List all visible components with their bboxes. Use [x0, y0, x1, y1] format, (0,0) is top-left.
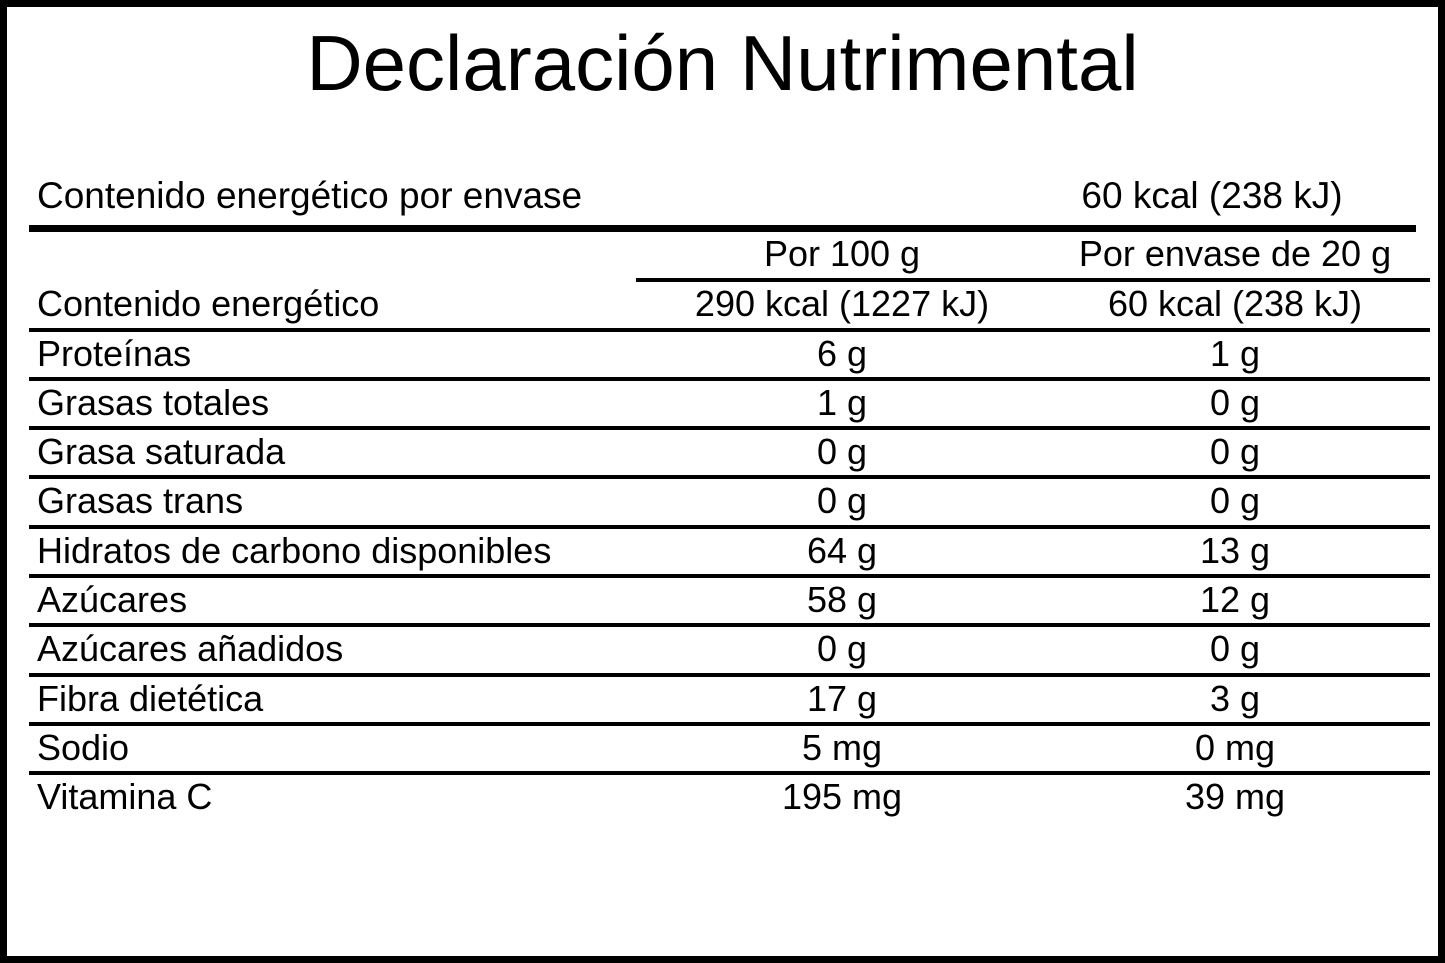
nutrient-value-per-100g: 6 g	[636, 330, 1036, 379]
nutrient-name: Azúcares añadidos	[29, 625, 636, 674]
table-row	[29, 527, 1430, 576]
header-blank-cell	[29, 232, 636, 280]
nutrient-value-per-package: 1 g	[1036, 330, 1430, 379]
nutrient-value-per-package: 0 g	[1036, 477, 1430, 526]
table-row	[29, 675, 1430, 724]
energy-per-package-label: Contenido energético por envase	[37, 174, 583, 216]
nutrient-name: Hidratos de carbono disponibles	[29, 527, 636, 576]
nutrient-name: Fibra dietética	[29, 675, 636, 724]
nutrient-name: Vitamina C	[37, 776, 213, 818]
table-row	[29, 330, 1430, 379]
energy-per-package-value: 60 kcal (238 kJ)	[1081, 174, 1343, 216]
nutrient-name: Grasa saturada	[29, 428, 636, 477]
table-row	[29, 724, 1430, 773]
nutrient-name: Azúcares	[29, 576, 636, 625]
nutrient-value-per-package: 0 g	[1036, 428, 1430, 477]
nutrient-value-per-package: 13 g	[1036, 527, 1430, 576]
nutrient-name: Proteínas	[29, 330, 636, 379]
nutrient-value-per-100g: 0 g	[636, 625, 1036, 674]
nutrient-value-per-100g: 64 g	[636, 527, 1036, 576]
table-row	[29, 625, 1430, 674]
nutrient-name: Grasas trans	[29, 477, 636, 526]
nutrition-table	[29, 232, 1430, 821]
nutrient-name: Contenido energético	[29, 280, 636, 329]
nutrient-value-per-100g: 0 g	[636, 428, 1036, 477]
nutrient-value-per-100g: 1 g	[636, 379, 1036, 428]
table-row	[29, 773, 1430, 820]
nutrient-value-per-100g: 290 kcal (1227 kJ)	[636, 280, 1036, 329]
nutrient-value-per-100g: 195 mg	[781, 776, 903, 818]
table-row	[29, 576, 1430, 625]
header-divider	[29, 225, 1416, 232]
table-row	[29, 280, 1430, 329]
nutrition-table-body	[29, 280, 1430, 820]
nutrient-value-per-100g: 0 g	[636, 477, 1036, 526]
table-header-row	[29, 232, 1430, 280]
nutrient-value-per-package: 12 g	[1036, 576, 1430, 625]
nutrient-name: Sodio	[29, 724, 636, 773]
nutrient-value-per-100g: 58 g	[636, 576, 1036, 625]
nutrient-value-per-package: 0 g	[1036, 379, 1430, 428]
nutrient-value-per-100g: 17 g	[636, 675, 1036, 724]
table-row	[29, 428, 1430, 477]
table-row	[29, 379, 1430, 428]
nutrient-name: Grasas totales	[29, 379, 636, 428]
nutrient-value-per-package: 3 g	[1036, 675, 1430, 724]
label-content	[29, 17, 1416, 950]
nutrient-value-per-package: 0 mg	[1036, 724, 1430, 773]
nutrient-value-per-100g: 5 mg	[636, 724, 1036, 773]
nutrient-value-per-package: 39 mg	[1184, 776, 1286, 818]
header-per-100g: Por 100 g	[636, 232, 1036, 280]
header-per-package: Por envase de 20 g	[1036, 232, 1430, 280]
table-row	[29, 477, 1430, 526]
page-title: Declaración Nutrimental	[306, 19, 1139, 107]
energy-per-package-row	[29, 175, 1416, 217]
nutrient-value-per-package: 60 kcal (238 kJ)	[1036, 280, 1430, 329]
nutrient-value-per-package: 0 g	[1036, 625, 1430, 674]
